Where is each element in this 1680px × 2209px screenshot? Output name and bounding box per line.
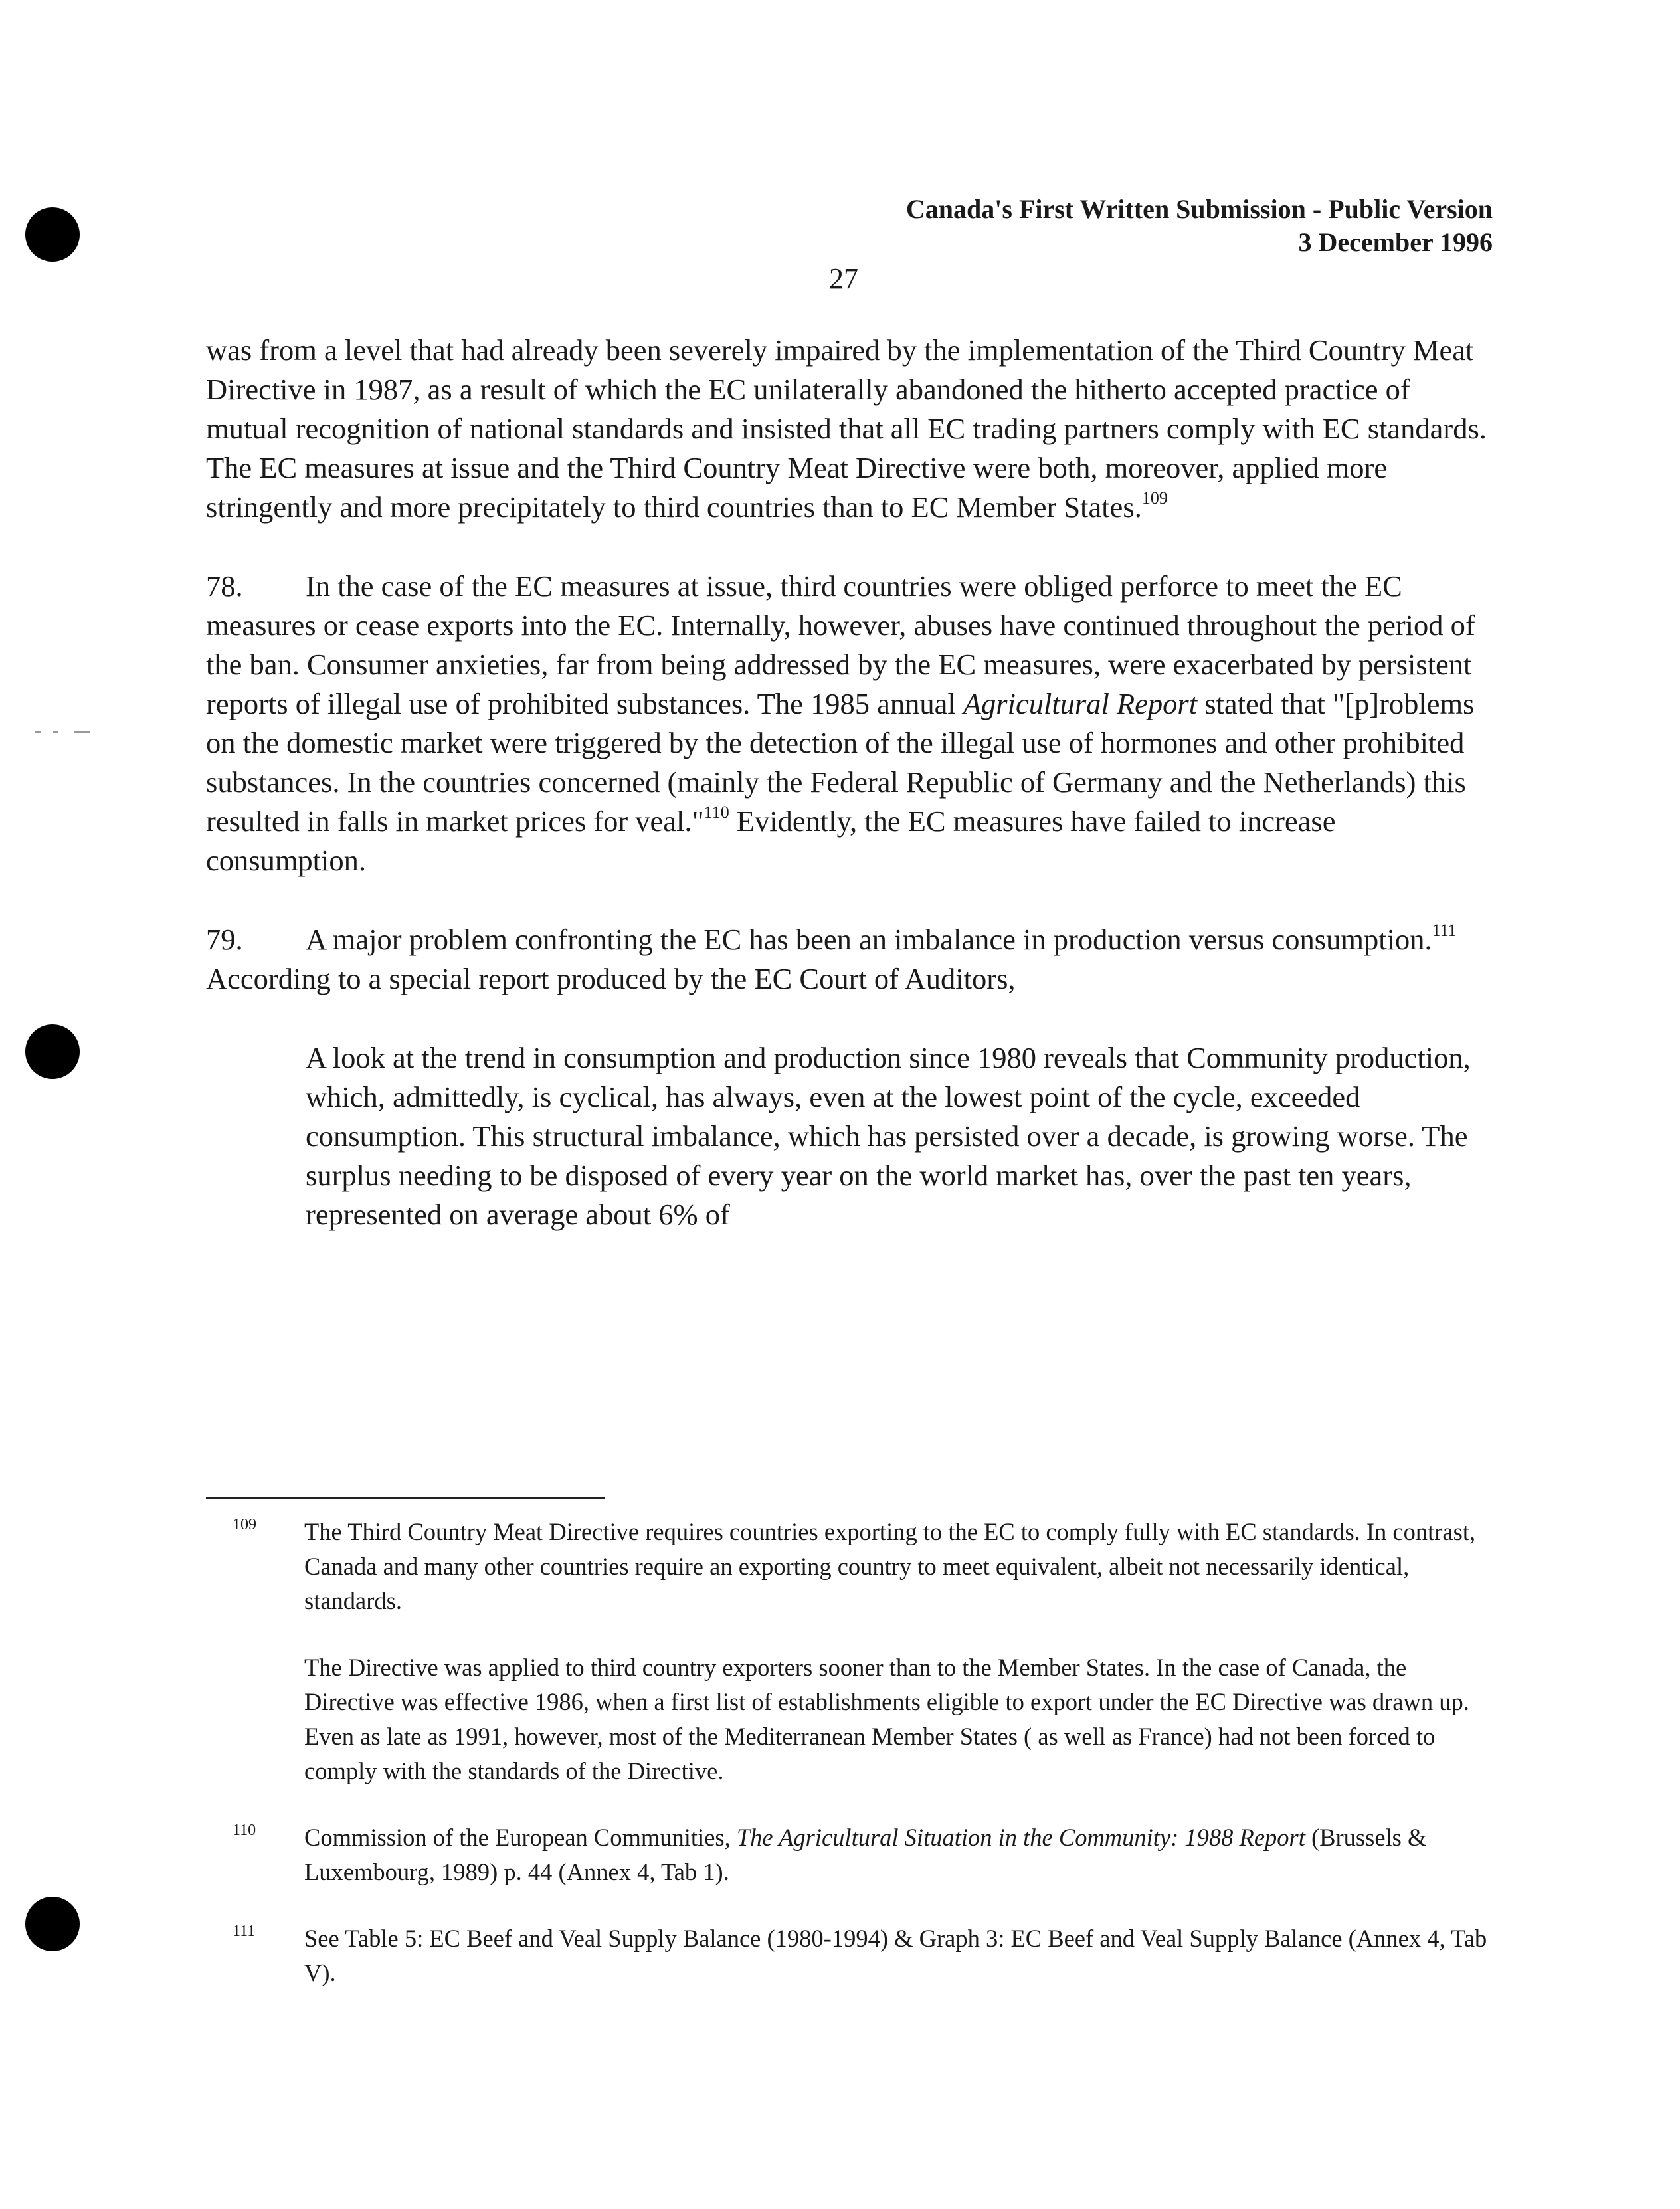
- footnote-text: Commission of the European Communities,: [304, 1824, 731, 1851]
- footnote-mark: 111: [233, 1923, 256, 1940]
- footnote-separator: [206, 1497, 605, 1499]
- page-number: 27: [829, 262, 858, 295]
- punch-hole-top: [25, 207, 80, 262]
- scan-speck: [74, 731, 90, 733]
- header-date: 3 December 1996: [1298, 227, 1493, 257]
- block-quote: A look at the trend in consumption and production since 1980 reveals that Community production, which, admittedly, is cyclical, has always, even at the lowest point of the cycle, exceeded consumption. This structural imbalance, which has persisted over a decade, is growing worse. The surplus needing to be disposed of every year on the world market has, over the past ten years, represented on average about 6% of: [306, 1041, 1471, 1231]
- footnote-111: [233, 1921, 1495, 1990]
- report-title: Agricultural Report: [963, 687, 1198, 720]
- scan-speck: [53, 731, 58, 733]
- scan-speck: [35, 731, 41, 733]
- paragraph-78: [206, 567, 1495, 880]
- punch-hole-bottom: [25, 1897, 80, 1951]
- footnote-text: See Table 5: EC Beef and Veal Supply Balance (1980-1994) & Graph 3: EC Beef and Veal Supply Balance (Annex 4, Tab V).: [304, 1925, 1487, 1986]
- report-title: The Agricultural Situation in the Community: 1988 Report: [736, 1824, 1305, 1851]
- footnote-109-continued: The Directive was applied to third country exporters sooner than to the Member States. In the case of Canada, the Directive was effective 1986, when a first list of establishments eligible to export under the EC Directive was drawn up. Even as late as 1991, however, most of the Mediterranean Member States ( as well as France) had not been forced to comply with the standards of the Directive.: [304, 1654, 1469, 1784]
- body-text: [206, 331, 1495, 1234]
- paragraph-text: A major problem confronting the EC has been an imbalance in production versus consumption.: [306, 923, 1432, 956]
- paragraph-continuation: [206, 331, 1495, 527]
- footnote-text: The Third Country Meat Directive requires countries exporting to the EC to comply fully with EC standards. In contrast, Canada and many other countries require an exporting country to meet equivalent, albeit not necessarily identical, standards.: [304, 1518, 1476, 1614]
- paragraph-text: According to a special report produced by the EC Court of Auditors,: [206, 962, 1016, 995]
- footnote-mark: 110: [233, 1822, 256, 1839]
- footnote-mark: 109: [233, 1516, 256, 1533]
- paragraph-text: was from a level that had already been severely impaired by the implementation of the Third Country Meat Directive in 1987, as a result of which the EC unilaterally abandoned the hitherto accepted practice of mutual recognition of national standards and insisted that all EC trading partners comply with EC standards. The EC measures at issue and the Third Country Meat Directive were both, moreover, applied more stringently and more precipitately to third countries than to EC Member States.: [206, 334, 1487, 524]
- header-title: Canada's First Written Submission - Public Version: [905, 194, 1493, 224]
- footnote-reference: 109: [1141, 488, 1168, 508]
- paragraph-number: 79.: [206, 923, 243, 956]
- paragraph-text: stated that "[p]roblems on the domestic market were triggered by the detection of the illegal use of hormones and other prohibited substances. In the countries concerned (mainly the Federal Republic of Germany and the Netherlands) this resulted in falls in market prices for veal.": [206, 687, 1475, 838]
- footnote-109: [233, 1515, 1495, 1618]
- footnotes: [233, 1515, 1495, 2022]
- footnote-110: [233, 1820, 1495, 1889]
- footnote-reference: 110: [703, 803, 729, 822]
- paragraph-text: In the case of the EC measures at issue, third countries were obliged perforce to meet the EC measures or cease exports into the EC. Internally, however, abuses have continued throughout the period of the ban. Consumer anxieties, far from being addressed by the EC measures, were exacerbated by persistent reports of illegal use of prohibited substances. The 1985 annual: [206, 569, 1475, 720]
- paragraph-text: Evidently, the EC measures have failed to increase consumption.: [206, 805, 1336, 877]
- document-header: [696, 193, 1493, 259]
- paragraph-number: 78.: [206, 569, 243, 603]
- paragraph-79: [206, 920, 1495, 999]
- footnote-text: (Brussels & Luxembourg, 1989) p. 44 (Annex 4, Tab 1).: [304, 1824, 1427, 1885]
- punch-hole-middle: [25, 1024, 80, 1079]
- footnote-reference: 111: [1432, 921, 1457, 940]
